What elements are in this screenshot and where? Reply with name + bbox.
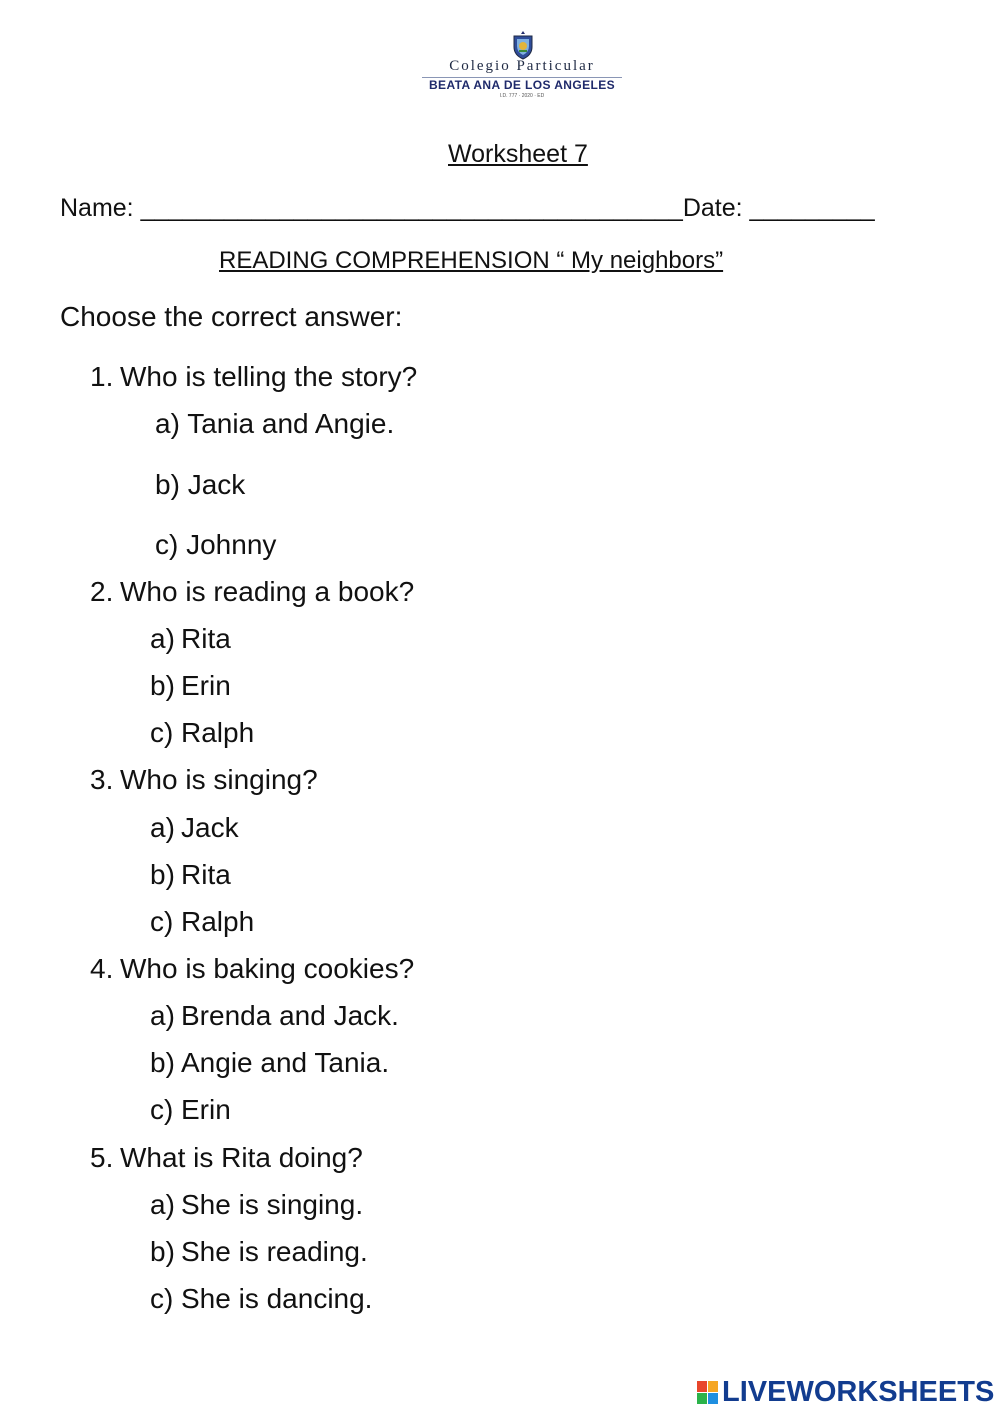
- option-text: Johnny: [186, 529, 277, 560]
- question-3: [90, 764, 318, 796]
- option-text: Ralph: [181, 906, 255, 937]
- question-text: Who is telling the story?: [120, 361, 418, 392]
- question-number: 4.: [90, 953, 114, 984]
- question-number: 2.: [90, 576, 114, 607]
- reading-comprehension-title: READING COMPREHENSION “ My neighbors”: [219, 247, 724, 274]
- question-number: 1.: [90, 361, 114, 392]
- option-letter: c): [150, 906, 174, 937]
- option-text: Rita: [181, 859, 231, 890]
- liveworksheets-brand[interactable]: [697, 1374, 993, 1410]
- question-number: 3.: [90, 764, 114, 795]
- option-letter: a): [150, 1189, 175, 1220]
- answer-option[interactable]: [150, 859, 231, 891]
- option-letter: c): [150, 1283, 174, 1314]
- worksheet-title: Worksheet 7: [448, 140, 588, 168]
- option-letter: c): [155, 529, 179, 560]
- question-2: [90, 576, 414, 608]
- answer-option[interactable]: [150, 1094, 231, 1126]
- option-letter: a): [150, 623, 175, 654]
- question-text: Who is singing?: [120, 764, 318, 795]
- answer-option[interactable]: [150, 1000, 399, 1032]
- question-5: [90, 1142, 363, 1174]
- answer-option[interactable]: [155, 469, 245, 501]
- answer-option[interactable]: [150, 670, 231, 702]
- option-text: Jack: [187, 469, 246, 500]
- option-text: Erin: [181, 1094, 231, 1125]
- answer-option[interactable]: [150, 1189, 363, 1221]
- option-letter: b): [150, 670, 175, 701]
- name-date-line[interactable]: Name: _______________________________________Date: _________: [60, 194, 875, 222]
- option-text: She is reading.: [181, 1236, 368, 1267]
- option-text: She is singing.: [181, 1189, 364, 1220]
- school-name-line2: BEATA ANA DE LOS ANGELES: [428, 78, 616, 92]
- question-number: 5.: [90, 1142, 114, 1173]
- answer-option[interactable]: [150, 906, 254, 938]
- answer-option[interactable]: [150, 812, 239, 844]
- answer-option[interactable]: [150, 623, 231, 655]
- option-text: Tania and Angie.: [187, 408, 395, 439]
- answer-option[interactable]: [150, 1047, 389, 1079]
- question-text: Who is reading a book?: [120, 576, 415, 607]
- answer-option[interactable]: [150, 717, 254, 749]
- answer-option[interactable]: [155, 529, 276, 561]
- option-letter: a): [155, 408, 180, 439]
- option-text: Angie and Tania.: [181, 1047, 390, 1078]
- option-letter: b): [155, 469, 180, 500]
- option-text: Rita: [181, 623, 231, 654]
- question-1: [90, 361, 417, 393]
- option-letter: a): [150, 1000, 175, 1031]
- school-crest-icon: [508, 30, 538, 60]
- answer-option[interactable]: [150, 1236, 368, 1268]
- question-4: [90, 953, 414, 985]
- option-text: She is dancing.: [181, 1283, 373, 1314]
- school-code: I.D. 777 · 2020 · ED: [499, 93, 545, 99]
- school-name-line1: Colegio Particular: [449, 58, 595, 74]
- school-logo: [416, 30, 628, 102]
- option-letter: c): [150, 717, 174, 748]
- option-letter: b): [150, 1047, 175, 1078]
- option-letter: c): [150, 1094, 174, 1125]
- liveworksheets-logo-icon: [697, 1381, 719, 1405]
- option-letter: a): [150, 812, 175, 843]
- answer-option[interactable]: [155, 408, 394, 440]
- answer-option[interactable]: [150, 1283, 372, 1315]
- option-text: Brenda and Jack.: [181, 1000, 399, 1031]
- option-text: Erin: [181, 670, 231, 701]
- question-text: Who is baking cookies?: [120, 953, 415, 984]
- instruction: Choose the correct answer:: [60, 301, 403, 332]
- option-letter: b): [150, 859, 175, 890]
- question-text: What is Rita doing?: [120, 1142, 363, 1173]
- option-text: Jack: [181, 812, 239, 843]
- option-letter: b): [150, 1236, 175, 1267]
- liveworksheets-wordmark: LIVEWORKSHEETS: [722, 1376, 995, 1408]
- option-text: Ralph: [181, 717, 255, 748]
